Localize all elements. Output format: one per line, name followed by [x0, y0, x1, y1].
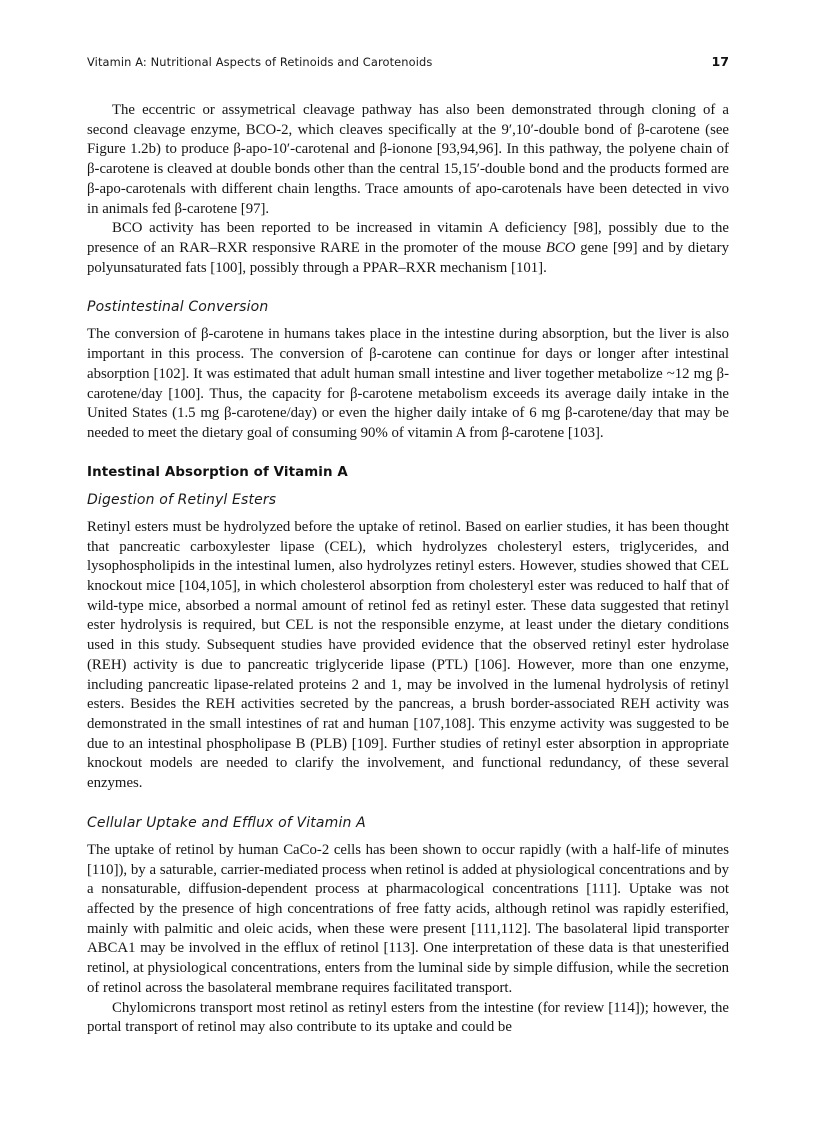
paragraph-bco-activity-part1: BCO activity has been reported to be increased in vitamin A deficiency [98], possibly due to the presence of an RAR–RXR responsive RARE in the promoter of the mouse: [87, 220, 729, 257]
paragraph-bco-activity-part2: gene [99] and by dietary polyunsaturated fats [100], possibly through a PPAR–RXR mechanism [101].: [87, 240, 730, 276]
page-number: 17: [711, 54, 729, 69]
running-head-title: Vitamin A: Nutritional Aspects of Retinoids and Carotenoids: [87, 55, 433, 69]
text-column: [87, 101, 729, 1038]
paragraph-retinyl-ester-digestion: Retinyl esters must be hydrolyzed before the uptake of retinol. Based on earlier studies, it has been thought that pancreatic carboxylester lipase (CEL), which hydrolyzes cholesteryl esters, triglycerides, and lysophospholipids in the intestinal lumen, also hydrolyzes retinyl esters. However, studies showed that CEL knockout mice [104,105], in which cholesterol absorption from cholesteryl ester was reduced to half that of wild-type mice, absorbed a normal amount of retinol fed as retinyl ester. These data suggested that retinyl ester hydrolysis is required, but CEL is not the responsible enzyme, at least under the dietary conditions used in this study. Subsequent studies have provided evidence that the observed retinyl ester hydrolase (REH) activity is due to pancreatic triglyceride lipase (PTL) [106]. However, more than one enzyme, including pancreatic lipase-related proteins 2 and 1, may be involved in the lumenal hydrolysis of retinyl esters. Besides the REH activities secreted by the pancreas, a brush border-associated REH activity was demonstrated in the small intestines of rat and human [107,108]. This enzyme activity was suggested to be due to an intestinal phospholipase B (PLB) [109]. Further studies of retinyl ester absorption in appropriate knockout models are needed to clarify the involvement, and functional redundancy, of these several enzymes.: [87, 518, 729, 792]
paragraph-postintestinal-conversion: The conversion of β-carotene in humans takes place in the intestine during absorption, but the liver is also important in this process. The conversion of β-carotene can continue for days or longer after intestinal absorption [102]. It was estimated that adult human small intestine and liver together metabolize ~12 mg β-carotene/day [100]. Thus, the capacity for β-carotene metabolism exceeds its average daily intake in the United States (1.5 mg β-carotene/day) or even the higher daily intake of 6 mg β-carotene/day that may be needed to meet the dietary goal of consuming 90% of vitamin A from β-carotene [103].: [87, 326, 729, 442]
paragraph-bco-activity: [87, 219, 729, 278]
gene-name-italic: BCO: [545, 240, 576, 257]
spacer: [87, 278, 729, 298]
running-head: [87, 54, 729, 69]
paragraph-chylomicrons: Chylomicrons transport most retinol as retinyl esters from the intestine (for review [114]); however, the portal transport of retinol may also contribute to its uptake and could be: [87, 999, 729, 1036]
subheading-postintestinal-conversion: Postintestinal Conversion: [87, 299, 269, 316]
spacer: [87, 444, 729, 464]
heading-intestinal-absorption: Intestinal Absorption of Vitamin A: [87, 464, 348, 480]
spacer: [87, 833, 729, 841]
spacer: [87, 317, 729, 325]
subheading-digestion-of-retinyl-esters: Digestion of Retinyl Esters: [87, 491, 277, 508]
spacer: [87, 510, 729, 518]
spacer: [87, 794, 729, 814]
paragraph-cellular-uptake: The uptake of retinol by human CaCo-2 cells has been shown to occur rapidly (with a half-life of minutes [110]), by a saturable, carrier-mediated process when retinol is added at physiological concentrations and by a nonsaturable, diffusion-dependent process at pharmacological concentrations [111]. Uptake was not affected by the presence of high concentrations of free fatty acids, although retinol was rapidly esterified, mainly with palmitic and oleic acids, when these were present [111,112]. The basolateral lipid transporter ABCA1 may be involved in the efflux of retinol [113]. One interpretation of these data is that unesterified retinol, at physiological concentrations, enters from the luminal side by simple diffusion, while the secretion of retinol across the basolateral membrane requires facilitated transport.: [87, 841, 729, 996]
paragraph-eccentric-cleavage: The eccentric or assymetrical cleavage pathway has also been demonstrated through cloning of a second cleavage enzyme, BCO-2, which cleaves specifically at the 9′,10′-double bond of β-carotene (see Figure 1.2b) to produce β-apo-10′-carotenal and β-ionone [93,94,96]. In this pathway, the polyene chain of β-carotene is cleaved at double bonds other than the central 15,15′-double bond and the products formed are β-apo-carotenals with different chain lengths. Trace amounts of apo-carotenals have been detected in vivo in animals fed β-carotene [97].: [87, 102, 729, 217]
subheading-cellular-uptake-and-efflux: Cellular Uptake and Efflux of Vitamin A: [87, 814, 366, 831]
spacer: [87, 482, 729, 491]
